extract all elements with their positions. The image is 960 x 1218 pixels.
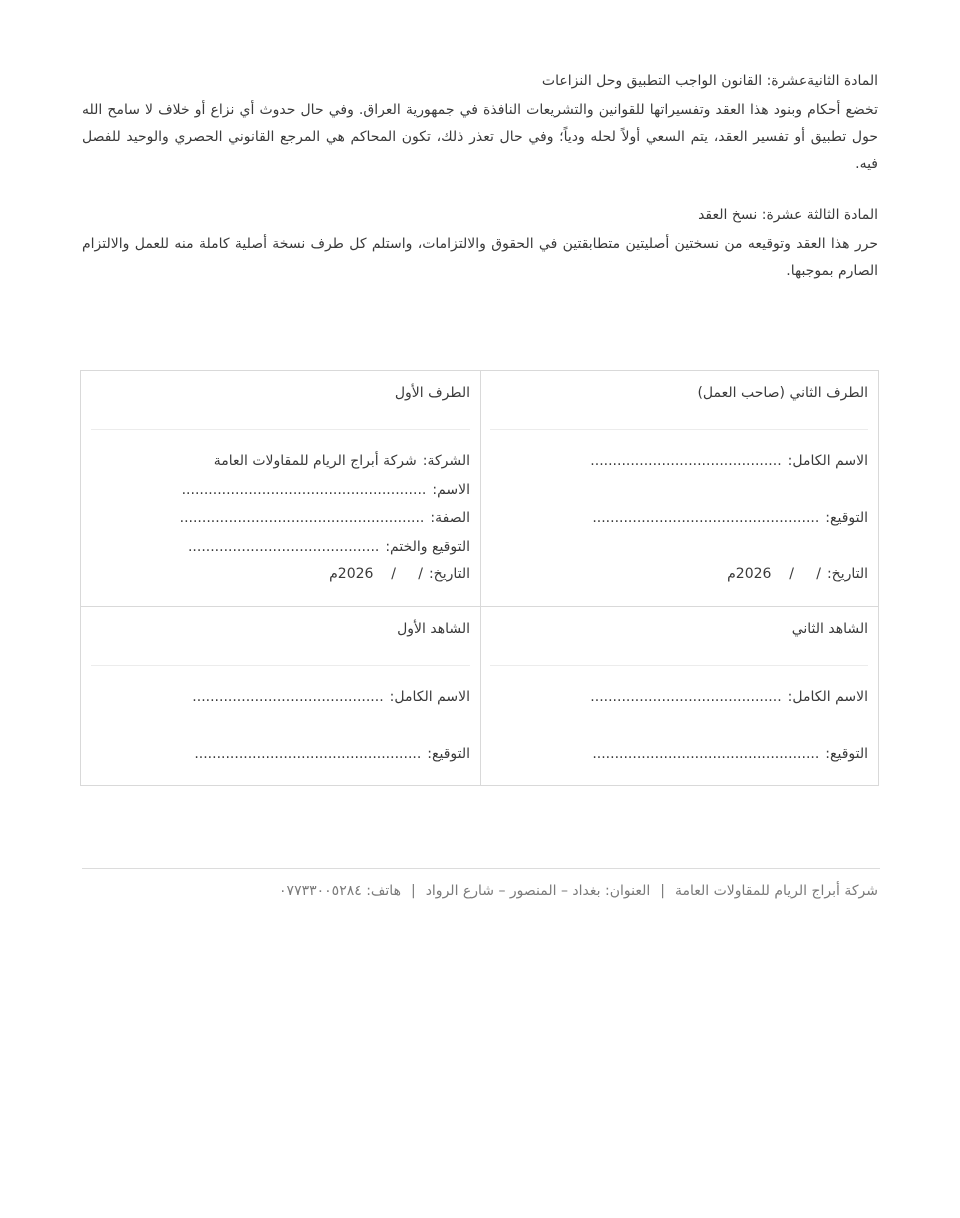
cell-divider	[490, 429, 868, 430]
article-title: المادة الثانيةعشرة: القانون الواجب التطبيق وحل النزاعات	[541, 73, 878, 89]
field-blank: ...........................................	[590, 689, 782, 705]
field-label: الاسم الكامل:	[787, 689, 868, 705]
field-blank: ...................................................	[592, 746, 820, 762]
date-blank: / / 2026م	[727, 566, 821, 582]
field-blank: ...........................................	[590, 453, 782, 469]
first-party-stamp-field[interactable]	[188, 537, 470, 557]
footer-address: العنوان: بغداد – المنصور – شارع الرواد	[425, 883, 651, 899]
field-label: التاريخ:	[826, 566, 868, 582]
second-party-date-field[interactable]	[727, 564, 868, 584]
cell-divider	[490, 665, 868, 666]
second-party-heading: الطرف الثاني (صاحب العمل)	[697, 385, 868, 401]
page-footer	[279, 881, 878, 901]
field-blank: ...........................................	[187, 539, 380, 555]
cell-divider	[91, 665, 470, 666]
field-label: الصفة:	[430, 510, 470, 526]
second-party-cell	[480, 371, 878, 606]
article-body: حرر هذا العقد وتوقيعه من نسختين أصليتين متطابقتين في الحقوق والالتزامات، واستلم كل طرف نسخة أصلية كاملة منه للعمل والالتزام الصارم بموجبها.	[82, 236, 878, 279]
field-label: الاسم الكامل:	[787, 453, 868, 469]
first-witness-signature-field[interactable]	[194, 744, 470, 764]
second-witness-name-field[interactable]	[590, 687, 868, 707]
field-label: التوقيع:	[427, 746, 470, 762]
first-party-role-field[interactable]	[180, 508, 470, 528]
article-title: المادة الثالثة عشرة: نسخ العقد	[698, 207, 878, 223]
footer-separator: |	[660, 883, 665, 899]
field-label: الشركة:	[422, 453, 470, 469]
date-blank: / / 2026م	[329, 566, 423, 582]
article-body: تخضع أحكام وبنود هذا العقد وتفسيراتها للقوانين والتشريعات النافذة في جمهورية العراق. وفي حال حدوث أي نزاع أو خلاف لا سامح الله حول تطبيق أو تفسير العقد، يتم السعي أولاً لحله ودياً؛ وفي حال تعذر ذلك، تكون المحاكم هي المرجع القانوني الحصري والوحيد للفصل فيه.	[82, 102, 878, 172]
second-party-name-field[interactable]	[590, 451, 868, 471]
footer-divider	[82, 868, 880, 869]
field-label: الاسم الكامل:	[389, 689, 470, 705]
second-witness-cell	[480, 607, 878, 787]
first-party-company-field	[214, 451, 470, 471]
first-party-heading: الطرف الأول	[394, 385, 470, 401]
cell-divider	[91, 429, 470, 430]
signature-table	[80, 370, 879, 786]
field-blank: .......................................................	[179, 510, 425, 526]
field-label: التوقيع:	[825, 510, 868, 526]
article-thirteen	[82, 204, 878, 285]
first-party-date-field[interactable]	[329, 564, 470, 584]
field-blank: ...........................................	[192, 689, 384, 705]
company-name: شركة أبراج الريام للمقاولات العامة	[213, 453, 417, 469]
first-party-cell	[81, 371, 480, 606]
field-blank: .......................................................	[181, 482, 427, 498]
first-witness-cell	[81, 607, 480, 787]
field-label: التوقيع:	[825, 746, 868, 762]
field-label: الاسم:	[432, 482, 470, 498]
article-twelve	[82, 70, 878, 178]
first-witness-name-field[interactable]	[192, 687, 470, 707]
footer-phone: هاتف: ٠٧٧٣٣٠٠٥٢٨٤	[279, 883, 401, 899]
first-witness-heading: الشاهد الأول	[397, 621, 470, 637]
footer-company: شركة أبراج الريام للمقاولات العامة	[674, 883, 878, 899]
field-blank: ...................................................	[592, 510, 820, 526]
field-label: التاريخ:	[428, 566, 470, 582]
second-witness-heading: الشاهد الثاني	[791, 621, 868, 637]
field-blank: ...................................................	[194, 746, 422, 762]
second-witness-signature-field[interactable]	[592, 744, 868, 764]
first-party-name-field[interactable]	[182, 480, 470, 500]
footer-separator: |	[410, 883, 416, 899]
contract-articles	[82, 70, 878, 285]
second-party-signature-field[interactable]	[592, 508, 868, 528]
field-label: التوقيع والختم:	[385, 539, 470, 555]
